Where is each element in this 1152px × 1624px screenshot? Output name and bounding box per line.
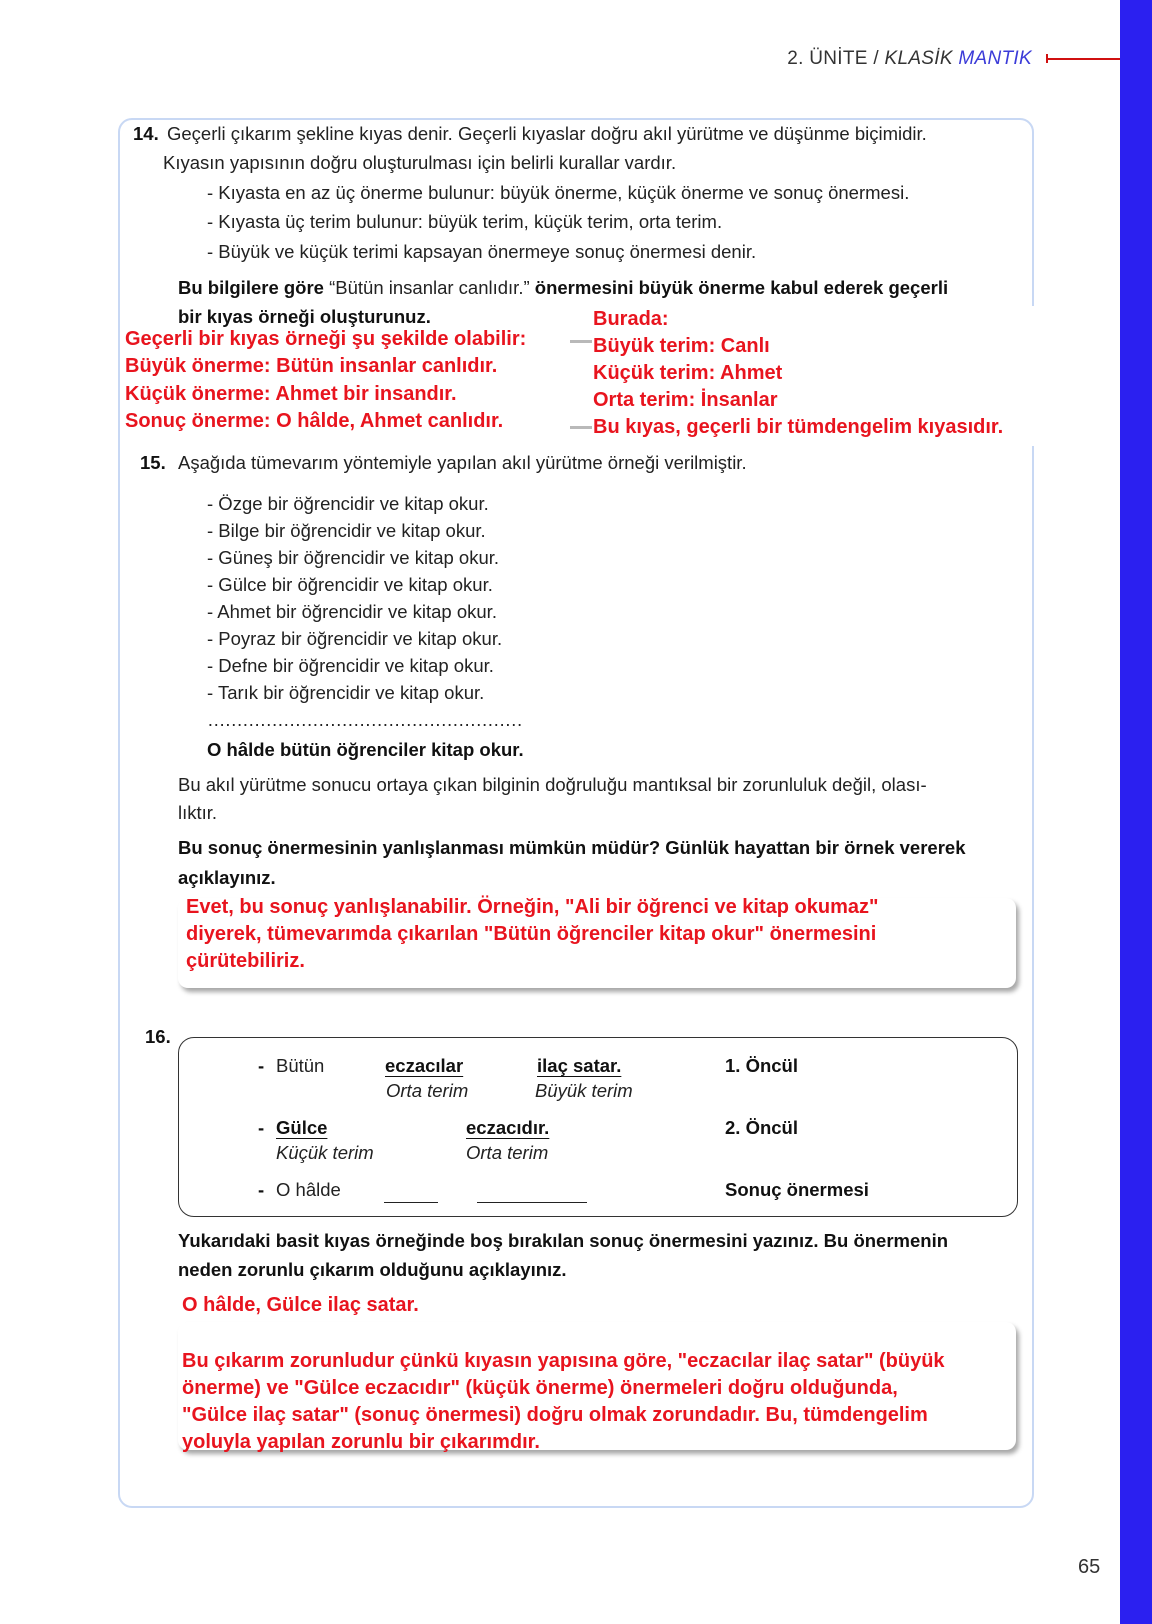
q16-answer-line: "Gülce ilaç satar" (sonuç önermesi) doğru olmak zorundadır. Bu, tümdengelim xyxy=(182,1404,928,1426)
q15-conclusion: O hâlde bütün öğrenciler kitap okur. xyxy=(207,739,524,760)
page-edge-bar xyxy=(1120,0,1152,1624)
q16-row2-term1: Gülce xyxy=(276,1117,328,1138)
q16-row2-term2-label: Orta terim xyxy=(466,1142,549,1163)
q14-task-quote: “Bütün insanlar canlıdır.” xyxy=(323,277,535,298)
q16-row2-term1-label: Küçük terim xyxy=(276,1142,374,1163)
page-header xyxy=(787,48,1032,70)
q16-dash: - xyxy=(258,1055,265,1076)
q16-answer-short: O hâlde, Gülce ilaç satar. xyxy=(182,1294,419,1316)
header-unit: 2. ÜNİTE / xyxy=(787,48,885,69)
q15-item: - Güneş bir öğrencidir ve kitap okur. xyxy=(207,547,500,568)
q14-task-line1 xyxy=(178,274,948,302)
q16-blank-predicate xyxy=(477,1202,587,1203)
q14-intro-line2: Kıyasın yapısının doğru oluşturulması için belirli kurallar vardır. xyxy=(163,152,677,173)
q16-blank-subject xyxy=(384,1202,438,1203)
header-klasik: KLASİK xyxy=(884,48,959,69)
q15-note-line2: lıktır. xyxy=(178,802,218,823)
q15-note-line1: Bu akıl yürütme sonucu ortaya çıkan bilginin doğruluğu mantıksal bir zorunluluk değil, olası- xyxy=(178,774,927,795)
q14-task-bold: önermesini büyük önerme kabul ederek geçerli xyxy=(534,277,949,298)
q16-answer-line: Bu çıkarım zorunludur çünkü kıyasın yapısına göre, "eczacılar ilaç satar" (büyük xyxy=(182,1350,945,1372)
q16-question-line1: Yukarıdaki basit kıyas örneğinde boş bırakılan sonuç önermesini yazınız. Bu önermenin xyxy=(178,1230,949,1251)
q16-answer-line: yoluyla yapılan zorunlu bir çıkarımdır. xyxy=(182,1431,540,1453)
q14-answer-line: Geçerli bir kıyas örneği şu şekilde olabilir: xyxy=(125,328,527,350)
q15-answer-line: diyerek, tümevarımda çıkarılan "Bütün öğrenciler kitap okur" önermesini xyxy=(186,923,877,945)
q14-task-line2: bir kıyas örneği oluşturunuz. xyxy=(178,306,431,327)
q16-row2-term2: eczacıdır. xyxy=(466,1117,550,1138)
q15-item: - Ahmet bir öğrencidir ve kitap okur. xyxy=(207,601,497,622)
q14-rule: - Kıyasta en az üç önerme bulunur: büyük önerme, küçük önerme ve sonuç önermesi. xyxy=(207,182,910,203)
q14-answer-right-line: Küçük terim: Ahmet xyxy=(593,362,783,384)
q15-number: 15. xyxy=(140,452,166,473)
page-number: 65 xyxy=(1078,1556,1101,1578)
q16-question-line2: neden zorunlu çıkarım olduğunu açıklayınız. xyxy=(178,1259,567,1280)
q15-intro: Aşağıda tümevarım yöntemiyle yapılan akıl yürütme örneği verilmiştir. xyxy=(178,452,747,473)
q16-row3-word: O hâlde xyxy=(276,1179,341,1200)
q14-answer-right-line: Burada: xyxy=(593,308,669,330)
header-mantik: MANTIK xyxy=(958,48,1032,69)
header-rule xyxy=(1048,58,1120,60)
q14-answer-right-line: Büyük terim: Canlı xyxy=(593,335,770,357)
q14-answer-line: Büyük önerme: Bütün insanlar canlıdır. xyxy=(125,355,498,377)
q15-answer-line: Evet, bu sonuç yanlışlanabilir. Örneğin, "Ali bir öğrenci ve kitap okumaz" xyxy=(186,896,879,918)
q16-row3-tag: Sonuç önermesi xyxy=(725,1179,869,1200)
q14-answer-right-line: Orta terim: İnsanlar xyxy=(593,389,778,411)
q16-dash: - xyxy=(258,1179,265,1200)
q16-row1-term2-label: Büyük terim xyxy=(535,1080,633,1101)
q14-rule: - Büyük ve küçük terimi kapsayan önermeye sonuç önermesi denir. xyxy=(207,241,757,262)
q16-dash: - xyxy=(258,1117,265,1138)
q15-item: - Poyraz bir öğrencidir ve kitap okur. xyxy=(207,628,503,649)
q15-item: - Bilge bir öğrencidir ve kitap okur. xyxy=(207,520,486,541)
q14-intro-line1: Geçerli çıkarım şekline kıyas denir. Geçerli kıyaslar doğru akıl yürütme ve düşünme biçimidir. xyxy=(167,123,927,144)
q16-row1-tag: 1. Öncül xyxy=(725,1055,798,1076)
q15-question-line1: Bu sonuç önermesinin yanlışlanması mümkün müdür? Günlük hayattan bir örnek vererek xyxy=(178,837,966,858)
q16-row1-term2: ilaç satar. xyxy=(537,1055,622,1076)
q15-answer-line: çürütebiliriz. xyxy=(186,950,305,972)
q15-item: - Tarık bir öğrencidir ve kitap okur. xyxy=(207,682,485,703)
q14-answer-right-line: Bu kıyas, geçerli bir tümdengelim kıyasıdır. xyxy=(593,416,1004,438)
q15-item: - Defne bir öğrencidir ve kitap okur. xyxy=(207,655,494,676)
q14-rule: - Kıyasta üç terim bulunur: büyük terim, küçük terim, orta terim. xyxy=(207,211,723,232)
q14-answer-line: Sonuç önerme: O hâlde, Ahmet canlıdır. xyxy=(125,410,504,432)
q15-dots: ……………………………………………… xyxy=(207,709,522,730)
q14-task-bold: Bu bilgilere göre xyxy=(178,277,324,298)
q15-item: - Özge bir öğrencidir ve kitap okur. xyxy=(207,493,489,514)
q16-answer-line: önerme) ve "Gülce eczacıdır" (küçük önerme) önermeleri doğru olduğunda, xyxy=(182,1377,898,1399)
q16-row1-word: Bütün xyxy=(276,1055,325,1076)
frame-gap xyxy=(1020,306,1050,446)
q16-row1-term1: eczacılar xyxy=(385,1055,464,1076)
answer-marker xyxy=(570,340,592,343)
q14-number: 14. xyxy=(133,123,159,144)
q15-question-line2: açıklayınız. xyxy=(178,867,276,888)
q14-answer-line: Küçük önerme: Ahmet bir insandır. xyxy=(125,383,457,405)
q15-item: - Gülce bir öğrencidir ve kitap okur. xyxy=(207,574,493,595)
q16-row2-tag: 2. Öncül xyxy=(725,1117,798,1138)
q16-row1-term1-label: Orta terim xyxy=(386,1080,469,1101)
answer-marker xyxy=(570,426,592,429)
q16-number: 16. xyxy=(145,1026,171,1047)
